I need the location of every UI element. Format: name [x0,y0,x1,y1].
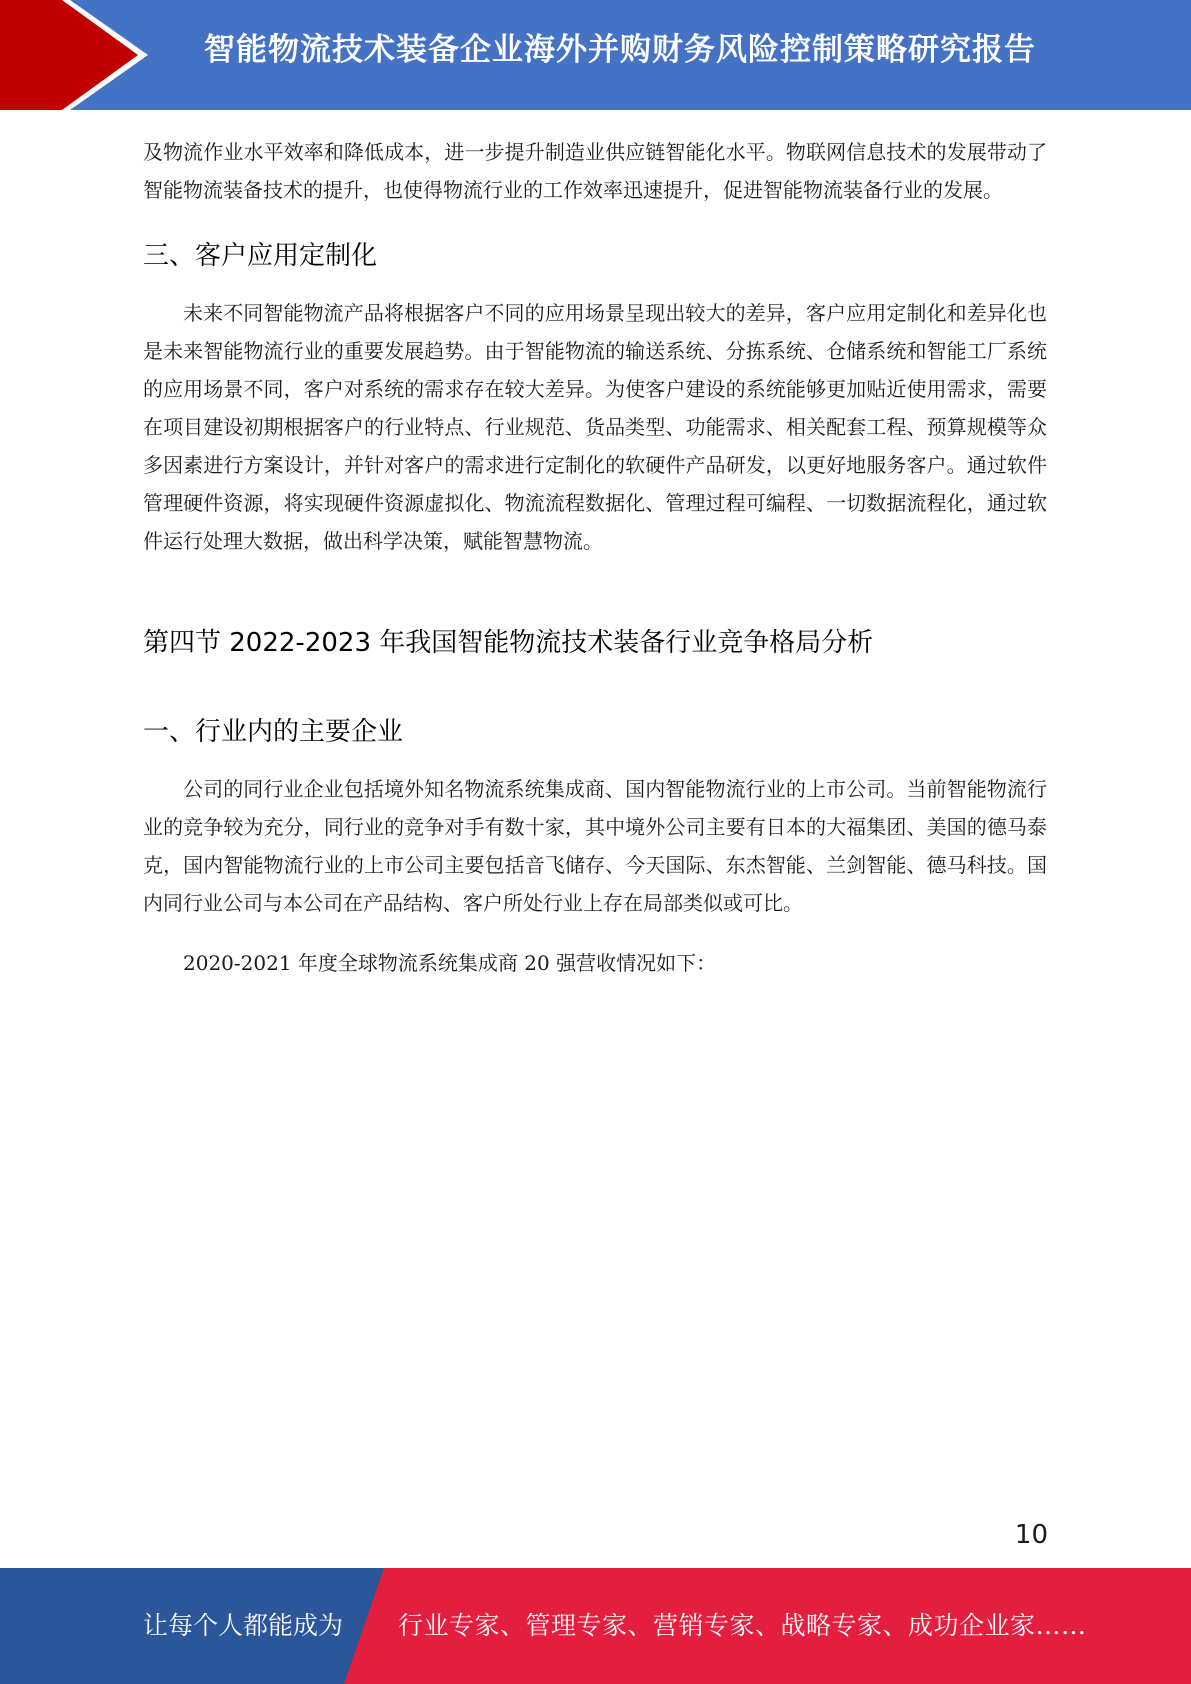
page-content [143,133,1047,982]
footer-slogan-left: 让每个人都能成为 [143,1611,344,1640]
section-heading-major-companies: 一、行业内的主要企业 [143,717,404,747]
header-banner [0,0,1191,110]
footer-slogan-right: 行业专家、管理专家、营销专家、战略专家、成功企业家…… [398,1611,1087,1640]
chapter-heading-competition: 第四节 2022-2023 年我国智能物流技术装备行业竞争格局分析 [143,628,874,658]
paragraph-continued: 及物流作业水平效率和降低成本，进一步提升制造业供应链智能化水平。物联网信息技术的发展带动了智能物流装备技术的提升，也使得物流行业的工作效率迅速提升，促进智能物流装备行业的发展。 [143,140,1047,202]
paragraph-major-companies: 公司的同行业企业包括境外知名物流系统集成商、国内智能物流行业的上市公司。当前智能物流行业的竞争较为充分，同行业的竞争对手有数十家，其中境外公司主要有日本的大福集团、美国的德马泰克，国内智能物流行业的上市公司主要包括音飞储存、今天国际、东杰智能、兰剑智能、德马科技。国内同行业公司与本公司在产品结构、客户所处行业上存在局部类似或可比。 [143,777,1047,915]
header-title: 智能物流技术装备企业海外并购财务风险控制策略研究报告 [204,32,1036,68]
page-number: 10 [1014,1520,1048,1550]
paragraph-top20-intro: 2020-2021 年度全球物流系统集成商 20 强营收情况如下： [183,951,717,975]
paragraph-customization: 未来不同智能物流产品将根据客户不同的应用场景呈现出较大的差异，客户应用定制化和差异化也是未来智能物流行业的重要发展趋势。由于智能物流的输送系统、分拣系统、仓储系统和智能工厂系统的应用场景不同，客户对系统的需求存在较大差异。为使客户建设的系统能够更加贴近使用需求，需要在项目建设初期根据客户的行业特点、行业规范、货品类型、功能需求、相关配套工程、预算规模等众多因素进行方案设计，并针对客户的需求进行定制化的软硬件产品研发，以更好地服务客户。通过软件管理硬件资源，将实现硬件资源虚拟化、物流流程数据化、管理过程可编程、一切数据流程化，通过软件运行处理大数据，做出科学决策，赋能智慧物流。 [143,301,1047,553]
header-arrow-decoration [0,0,160,110]
section-heading-customization: 三、客户应用定制化 [143,241,378,271]
footer-banner [0,1568,1191,1684]
